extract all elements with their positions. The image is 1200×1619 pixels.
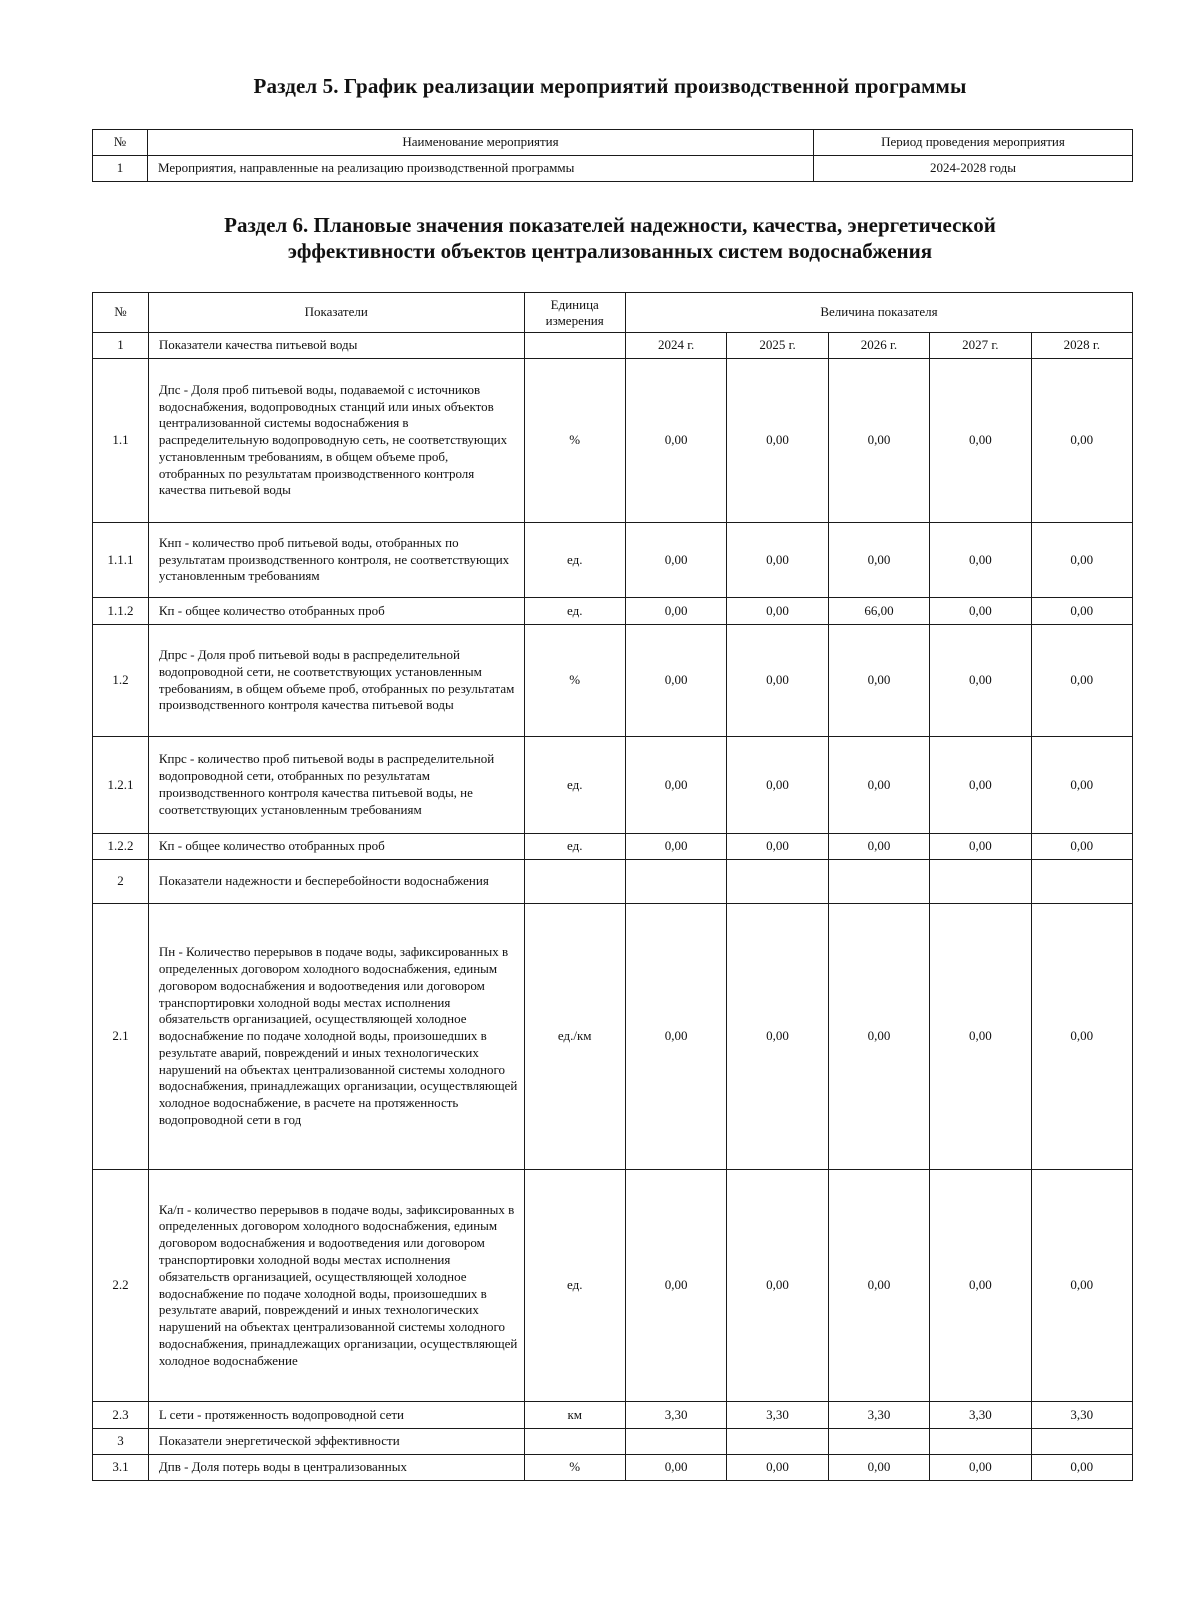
indicator-value: 0,00	[1031, 904, 1132, 1170]
indicator-text: Показатели энергетической эффективности	[148, 1429, 524, 1455]
indicator-value: 0,00	[930, 1455, 1031, 1481]
section5-title: Раздел 5. График реализации мероприятий производственной программы	[253, 74, 967, 98]
indicator-value	[930, 1429, 1031, 1455]
year-header-cell: 2025 г.	[727, 333, 828, 359]
indicator-text: Кнп - количество проб питьевой воды, отобранных по результатам производственного контроля, не соответствующих установленным требованиям	[148, 523, 524, 598]
indicator-value: 0,00	[828, 737, 929, 834]
indicator-value: 0,00	[727, 1170, 828, 1402]
indicator-value: 0,00	[828, 904, 929, 1170]
indicator-text: Дпрс - Доля проб питьевой воды в распределительной водопроводной сети, не соответствующих установленным требованиям, в общем объеме проб, отобранных по результатам производственного контроля качества питьевой воды	[148, 625, 524, 737]
header-num: №	[93, 293, 149, 333]
indicator-value: 0,00	[930, 834, 1031, 860]
year-header-cell: 2028 г.	[1031, 333, 1132, 359]
header-num: №	[93, 130, 148, 156]
indicator-value: 66,00	[828, 598, 929, 625]
indicator-value: 0,00	[1031, 1455, 1132, 1481]
indicator-unit: ед.	[524, 1170, 625, 1402]
row-num: 1.1.2	[93, 598, 149, 625]
indicator-value: 0,00	[625, 904, 726, 1170]
header-activity-name: Наименование мероприятия	[148, 130, 814, 156]
indicator-value: 0,00	[625, 737, 726, 834]
indicator-unit: %	[524, 359, 625, 523]
indicator-text: Показатели надежности и бесперебойности водоснабжения	[148, 860, 524, 904]
indicator-value: 0,00	[727, 625, 828, 737]
section6-table	[92, 292, 1133, 1481]
indicator-unit: ед./км	[524, 904, 625, 1170]
indicator-text: Кп - общее количество отобранных проб	[148, 598, 524, 625]
indicator-unit: ед.	[524, 523, 625, 598]
header-value: Величина показателя	[625, 293, 1132, 333]
indicator-value: 3,30	[1031, 1402, 1132, 1429]
indicator-value: 0,00	[727, 359, 828, 523]
activity-period: 2024-2028 годы	[814, 156, 1133, 182]
indicator-unit	[524, 860, 625, 904]
table-row	[93, 834, 1133, 860]
row-num: 2.3	[93, 1402, 149, 1429]
indicator-value: 0,00	[930, 1170, 1031, 1402]
table-row	[93, 523, 1133, 598]
row-num: 2	[93, 860, 149, 904]
indicator-text: Ка/п - количество перерывов в подаче воды, зафиксированных в определенных договором холодного водоснабжения, единым договором водоснабжения и водоотведения или договором транспортировки холодной воды местах исполнения обязательств организацией, осуществляющей холодное водоснабжение по подаче холодной воды, произошедших в результате аварий, повреждений и иных технологических нарушений на объектах централизованной системы холодного водоснабжения, принадлежащих организации, осуществляющей холодное водоснабжение	[148, 1170, 524, 1402]
header-unit: Единица измерения	[524, 293, 625, 333]
indicator-unit: ед.	[524, 737, 625, 834]
section6-title-line2: эффективности объектов централизованных систем водоснабжения	[287, 239, 933, 263]
indicator-value: 0,00	[727, 737, 828, 834]
row-num: 1.2.2	[93, 834, 149, 860]
table-row	[93, 1455, 1133, 1481]
indicator-unit: %	[524, 625, 625, 737]
row-num: 1.1	[93, 359, 149, 523]
table-row	[93, 904, 1133, 1170]
indicator-value: 3,30	[930, 1402, 1031, 1429]
table-row	[93, 1429, 1133, 1455]
indicator-text: Кп - общее количество отобранных проб	[148, 834, 524, 860]
indicator-value: 3,30	[727, 1402, 828, 1429]
table-row	[93, 156, 1133, 182]
indicator-value: 0,00	[727, 523, 828, 598]
indicator-value: 3,30	[828, 1402, 929, 1429]
indicator-value	[727, 860, 828, 904]
year-header-cell: 2027 г.	[930, 333, 1031, 359]
year-header-cell: 2024 г.	[625, 333, 726, 359]
indicator-text: Пн - Количество перерывов в подаче воды, зафиксированных в определенных договором холодного водоснабжения, единым договором водоснабжения и водоотведения или договором транспортировки холодной воды местах исполнения обязательств организацией, осуществляющей холодное водоснабжение по подаче холодной воды, произошедших в результате аварий, повреждений и иных технологических нарушений на объектах централизованной системы холодного водоснабжения, принадлежащих организации, осуществляющей холодное водоснабжение, в расчете на протяженность водопроводной сети в год	[148, 904, 524, 1170]
indicator-value: 0,00	[828, 523, 929, 598]
indicator-value	[828, 860, 929, 904]
year-header-cell: 2026 г.	[828, 333, 929, 359]
table-row	[93, 333, 1133, 359]
indicator-unit	[524, 333, 625, 359]
indicator-unit: ед.	[524, 834, 625, 860]
indicator-value: 0,00	[1031, 737, 1132, 834]
row-num: 1	[93, 333, 149, 359]
indicator-unit: км	[524, 1402, 625, 1429]
indicator-value: 0,00	[1031, 598, 1132, 625]
indicator-value: 0,00	[625, 1170, 726, 1402]
indicator-value: 0,00	[625, 1455, 726, 1481]
indicator-value: 0,00	[727, 904, 828, 1170]
indicator-value: 0,00	[1031, 834, 1132, 860]
row-num: 2.2	[93, 1170, 149, 1402]
indicator-value: 0,00	[930, 523, 1031, 598]
section6-title	[92, 212, 1128, 264]
indicator-value: 0,00	[828, 1455, 929, 1481]
indicator-value: 0,00	[727, 598, 828, 625]
indicator-value: 0,00	[930, 904, 1031, 1170]
indicator-value: 0,00	[1031, 359, 1132, 523]
indicator-value: 0,00	[930, 737, 1031, 834]
indicator-unit	[524, 1429, 625, 1455]
indicator-value: 3,30	[625, 1402, 726, 1429]
indicator-value: 0,00	[930, 625, 1031, 737]
indicator-value: 0,00	[828, 359, 929, 523]
activity-name: Мероприятия, направленные на реализацию производственной программы	[148, 156, 814, 182]
indicator-value: 0,00	[828, 834, 929, 860]
row-num: 1.1.1	[93, 523, 149, 598]
indicator-text: Дпв - Доля потерь воды в централизованных	[148, 1455, 524, 1481]
indicator-value	[1031, 1429, 1132, 1455]
indicator-value: 0,00	[625, 598, 726, 625]
table-row	[93, 625, 1133, 737]
table-row	[93, 1170, 1133, 1402]
section5-header-row	[93, 130, 1133, 156]
header-indicator: Показатели	[148, 293, 524, 333]
header-period: Период проведения мероприятия	[814, 130, 1133, 156]
indicator-value	[1031, 860, 1132, 904]
indicator-value: 0,00	[727, 1455, 828, 1481]
indicator-value: 0,00	[1031, 625, 1132, 737]
indicator-value: 0,00	[625, 625, 726, 737]
table-row	[93, 598, 1133, 625]
indicator-text: Дпс - Доля проб питьевой воды, подаваемой с источников водоснабжения, водопроводных станций или иных объектов централизованной системы водоснабжения в распределительную водопроводную сеть, не соответствующих установленным требованиям, в общем объеме проб, отобранных по результатам производственного контроля качества питьевой воды	[148, 359, 524, 523]
indicator-value	[828, 1429, 929, 1455]
section6-title-line1: Раздел 6. Плановые значения показателей надежности, качества, энергетической	[224, 213, 996, 237]
indicator-value	[727, 1429, 828, 1455]
indicator-value	[930, 860, 1031, 904]
indicator-unit: ед.	[524, 598, 625, 625]
row-num: 2.1	[93, 904, 149, 1170]
row-num: 3.1	[93, 1455, 149, 1481]
indicator-value: 0,00	[727, 834, 828, 860]
row-num: 1	[93, 156, 148, 182]
indicator-value: 0,00	[930, 359, 1031, 523]
indicator-value: 0,00	[625, 523, 726, 598]
section6-header-row	[93, 293, 1133, 333]
indicator-text: Кпрс - количество проб питьевой воды в распределительной водопроводной сети, отобранных по результатам производственного контроля качества питьевой воды, не соответствующих установленным требованиям	[148, 737, 524, 834]
table-row	[93, 1402, 1133, 1429]
indicator-text: Показатели качества питьевой воды	[148, 333, 524, 359]
table-row	[93, 737, 1133, 834]
indicator-value	[625, 1429, 726, 1455]
indicator-value: 0,00	[625, 834, 726, 860]
table-row	[93, 359, 1133, 523]
indicator-value: 0,00	[828, 1170, 929, 1402]
table-row	[93, 860, 1133, 904]
indicator-value: 0,00	[828, 625, 929, 737]
indicator-value: 0,00	[1031, 523, 1132, 598]
row-num: 3	[93, 1429, 149, 1455]
indicator-value: 0,00	[625, 359, 726, 523]
indicator-unit: %	[524, 1455, 625, 1481]
section5-table	[92, 129, 1133, 182]
indicator-value: 0,00	[1031, 1170, 1132, 1402]
indicator-text: L сети - протяженность водопроводной сети	[148, 1402, 524, 1429]
indicator-value: 0,00	[930, 598, 1031, 625]
row-num: 1.2	[93, 625, 149, 737]
row-num: 1.2.1	[93, 737, 149, 834]
indicator-value	[625, 860, 726, 904]
